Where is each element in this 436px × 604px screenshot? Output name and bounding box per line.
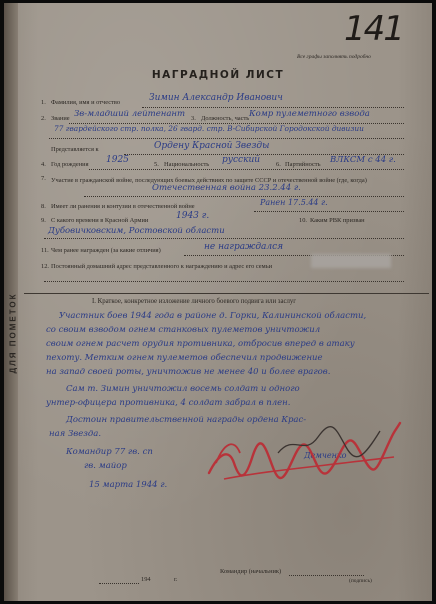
footer-signature-caption: (подпись) (349, 578, 372, 584)
field-9-num: 9. (41, 217, 46, 224)
field-7-label: Участие в гражданской войне, последующих боевых действиях по защите СССР и отечественной войне (где, когда) (51, 177, 367, 184)
nominated-label: Представляется к (51, 146, 99, 153)
field-10-label: Каким РВК призван (310, 217, 365, 224)
field-6-label: Партийность (285, 161, 321, 168)
field-6-value: ВЛКСМ с 44 г. (330, 155, 396, 165)
field-2-num: 2. (41, 115, 46, 122)
field-8-value: Ранен 17.5.44 г. (260, 198, 328, 207)
field-5-num: 5. (154, 161, 159, 168)
field-3-num: 3. (191, 115, 196, 122)
citation-line-6: Сам т. Зимин уничтожил восемь солдат и одного (66, 384, 300, 394)
field-4-label: Год рождения (51, 161, 89, 168)
field-1-num: 1. (41, 99, 46, 106)
field-9-value: 1943 г. (176, 211, 210, 221)
commander-role: Командир 77 гв. сп (66, 447, 153, 457)
field-4-num: 4. (41, 161, 46, 168)
field-7-value: Отечественная война 23.2.44 г. (152, 183, 301, 193)
signoff-date: 15 марта 1944 г. (89, 480, 168, 490)
field-3-value: Комр пулеметного взвода (249, 109, 370, 119)
citation-line-7: унтер-офицера противника, 4 солдат забрал в плен. (46, 398, 291, 408)
dark-signature (274, 423, 384, 463)
field-8-label: Имеет ли ранения и контузии в отечественной войне (51, 203, 195, 210)
citation-line-2: со своим взводом огнем станковых пулеметов уничтожил (46, 325, 321, 335)
citation-line-5: на запад своей роты, уничтожив не менее 40 и более врагов. (46, 367, 331, 377)
citation-line-1: Участник боев 1944 года в районе д. Горки, Калининской области, (59, 311, 367, 321)
field-7-num: 7. (41, 175, 46, 182)
document-title: НАГРАДНОЙ ЛИСТ (151, 69, 285, 81)
field-2-value: Зв-младший лейтенант (74, 109, 186, 119)
field-3-label: Должность, часть (201, 115, 250, 122)
field-6-num: 6. (276, 161, 281, 168)
nominated-award: Ордену Красной Звезды (154, 141, 270, 151)
footer-commander: Командир (начальник) (220, 568, 282, 575)
redacted-area (311, 254, 391, 268)
commander-rank: гв. майор (84, 461, 127, 471)
field-12-num: 12. (41, 263, 49, 270)
field-11-value: не награждался (204, 242, 284, 252)
field-9-label: С какого времени в Красной Армии (51, 217, 149, 224)
citation-line-4: пехоту. Метким огнем пулеметов обеспечил продвижение (46, 353, 323, 363)
field-10-num: 10. (299, 217, 307, 224)
field-8-num: 8. (41, 203, 46, 210)
footer-date-prefix: 194 (141, 576, 151, 583)
side-margin-label: ДЛЯ ПОМЕТОК (8, 292, 18, 374)
footer-date-suffix: г. (174, 576, 178, 583)
field-11-num: 11. (41, 247, 49, 254)
citation-line-9: ная Звезда. (49, 429, 102, 439)
field-1-label: Фамилия, имя и отчество (51, 99, 121, 106)
field-2-label: Звание (51, 115, 70, 122)
field-5-label: Национальность (164, 161, 210, 168)
field-11-label: Чем ранее награжден (за какие отличия) (51, 247, 161, 254)
field-5-value: русский (222, 155, 261, 165)
award-sheet (4, 3, 432, 601)
archive-stamp-number: 141 (344, 9, 403, 49)
section-heading: I. Краткое, конкретное изложение личного боевого подвига или заслуг (92, 298, 297, 305)
commander-name: Демченко (304, 451, 347, 460)
citation-line-3: своим огнем расчет орудия противника, отбросив вперед в атаку (46, 339, 355, 349)
field-10-value: Дубовичковским, Ростовской области (48, 226, 225, 236)
unit-line: 77 гвардейского стр. полка, 26 гвард. стр. В-Сибирской Городокской дивизии (54, 124, 364, 133)
corner-note: Все графы заполнять подробно (297, 54, 371, 60)
field-4-value: 1925 (106, 155, 129, 165)
field-12-label: Постоянный домашний адрес представленного к награждению и адрес его семьи (51, 263, 273, 270)
citation-line-8: Достоин правительственной награды ордена Крас- (66, 415, 307, 425)
field-1-value: Зимин Александр Иванович (149, 93, 283, 103)
